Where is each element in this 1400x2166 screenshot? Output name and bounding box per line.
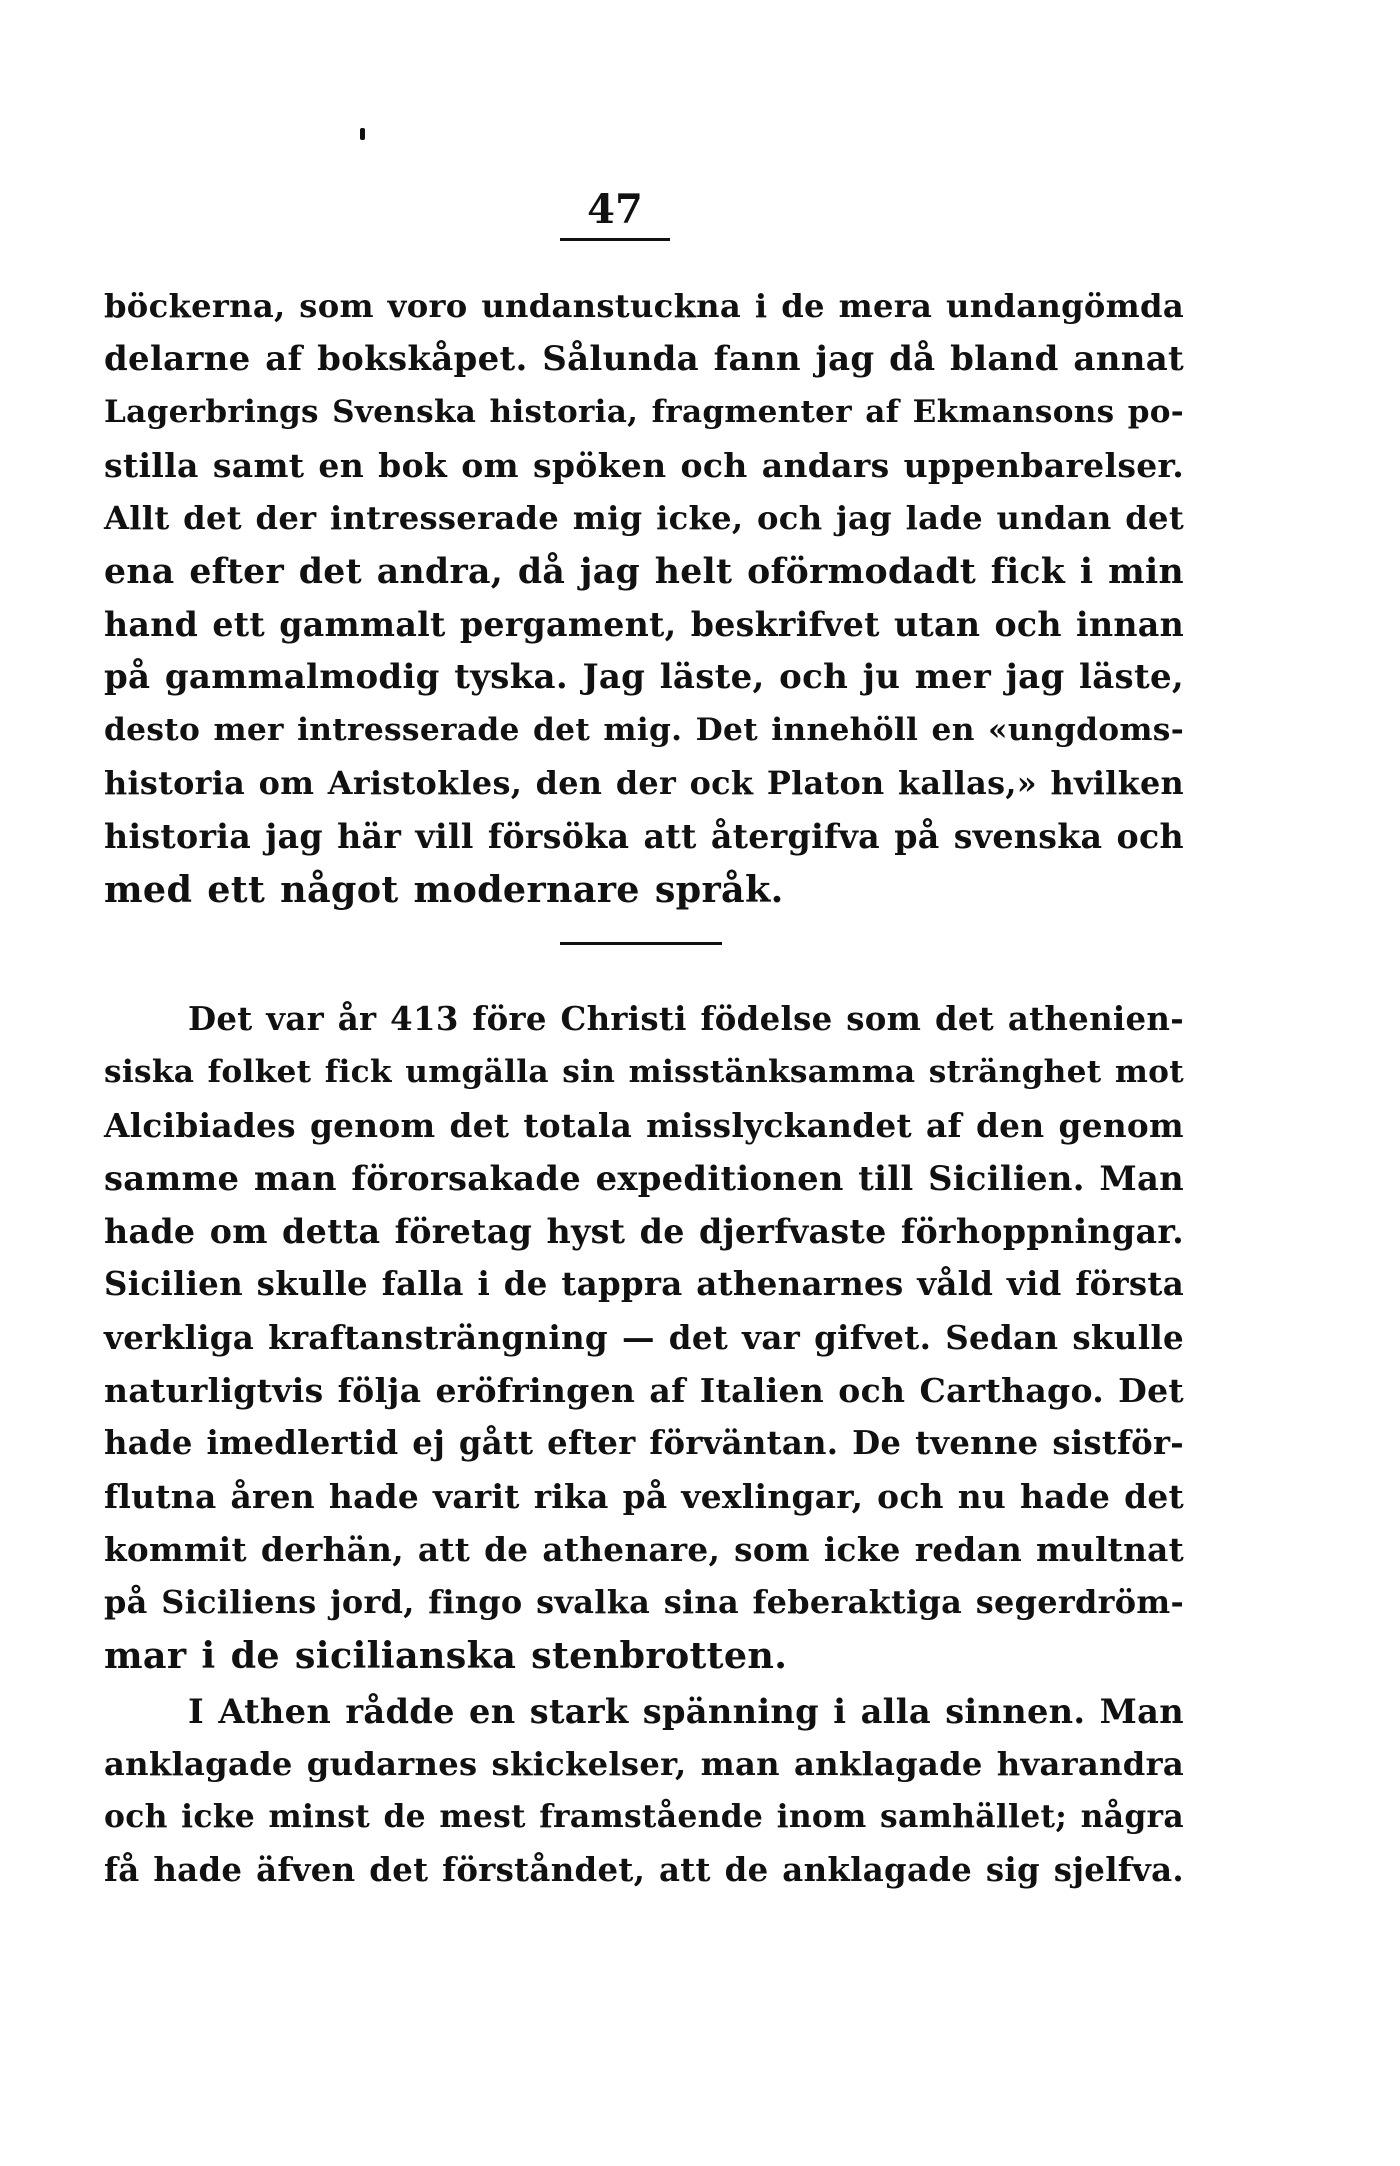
text-line: med ett något modernare språk. (104, 868, 784, 911)
text-line: historia om Aristokles, den der ock Platon kallas,» hvilken (104, 764, 1184, 802)
text-line: samme man förorsakade expeditionen till Sicilien. Man (104, 1158, 1184, 1198)
paragraph-3 (104, 1685, 1184, 1897)
text-line: Det var år 413 före Christi födelse som det athenien- (188, 1000, 1184, 1038)
text-line: böckerna, som voro undanstuckna i de mera undangömda (104, 287, 1184, 325)
text-line: få hade äfven det förståndet, att de anklagade sig sjelfva. (104, 1851, 1184, 1889)
text-line: naturligtvis följa eröfringen af Italien och Carthago. Det (104, 1371, 1184, 1410)
text-line: historia jag här vill försöka att återgifva på svenska och (104, 817, 1184, 856)
text-line: hade om detta företag hyst de djerfvaste förhoppningar. (104, 1212, 1184, 1251)
text-line: desto mer intresserade det mig. Det innehöll en «ungdoms- (104, 712, 1184, 748)
text-line: kommit derhän, att de athenare, som icke redan multnat (104, 1530, 1184, 1569)
text-line: ena efter det andra, då jag helt oförmodadt fick i min (104, 551, 1184, 592)
text-line: på gammalmodig tyska. Jag läste, och ju mer jag läste, (104, 657, 1184, 697)
text-line: stilla samt en bok om spöken och andars uppenbarelser. (104, 446, 1184, 485)
text-line: anklagade gudarnes skickelser, man anklagade hvarandra (104, 1745, 1184, 1783)
text-line: Allt det der intresserade mig icke, och jag lade undan det (104, 499, 1184, 537)
text-line: hade imedlertid ej gått efter förväntan. De tvenne sistför- (104, 1424, 1184, 1462)
text-line: delarne af bokskåpet. Sålunda fann jag då bland annat (104, 339, 1184, 379)
text-line: verkliga kraftansträngning — det var gifvet. Sedan skulle (104, 1318, 1184, 1357)
text-line: och icke minst de mest framstående inom samhället; några (104, 1799, 1184, 1835)
text-line: Alcibiades genom det totala misslyckandet af den genom (104, 1106, 1184, 1145)
text-line: siska folket fick umgälla sin misstänksamma stränghet mot (104, 1054, 1184, 1090)
text-line: I Athen rådde en stark spänning i alla sinnen. Man (188, 1691, 1184, 1731)
text-line: på Siciliens jord, fingo svalka sina feberaktiga segerdröm- (104, 1583, 1184, 1621)
ink-speck (360, 128, 365, 140)
text-line: flutna åren hade varit rika på vexlingar, och nu hade det (104, 1477, 1184, 1516)
paragraph-1 (104, 280, 1184, 916)
page-number: 47 (560, 186, 670, 241)
paragraph-2 (104, 993, 1184, 1682)
section-divider (560, 942, 722, 945)
text-line: Lagerbrings Svenska historia, fragmenter af Ekmansons po- (104, 394, 1184, 430)
text-line: Sicilien skulle falla i de tappra athenarnes våld vid första (104, 1265, 1184, 1303)
text-line: mar i de sicilianska stenbrotten. (104, 1634, 788, 1677)
text-line: hand ett gammalt pergament, beskrifvet utan och innan (104, 605, 1184, 644)
